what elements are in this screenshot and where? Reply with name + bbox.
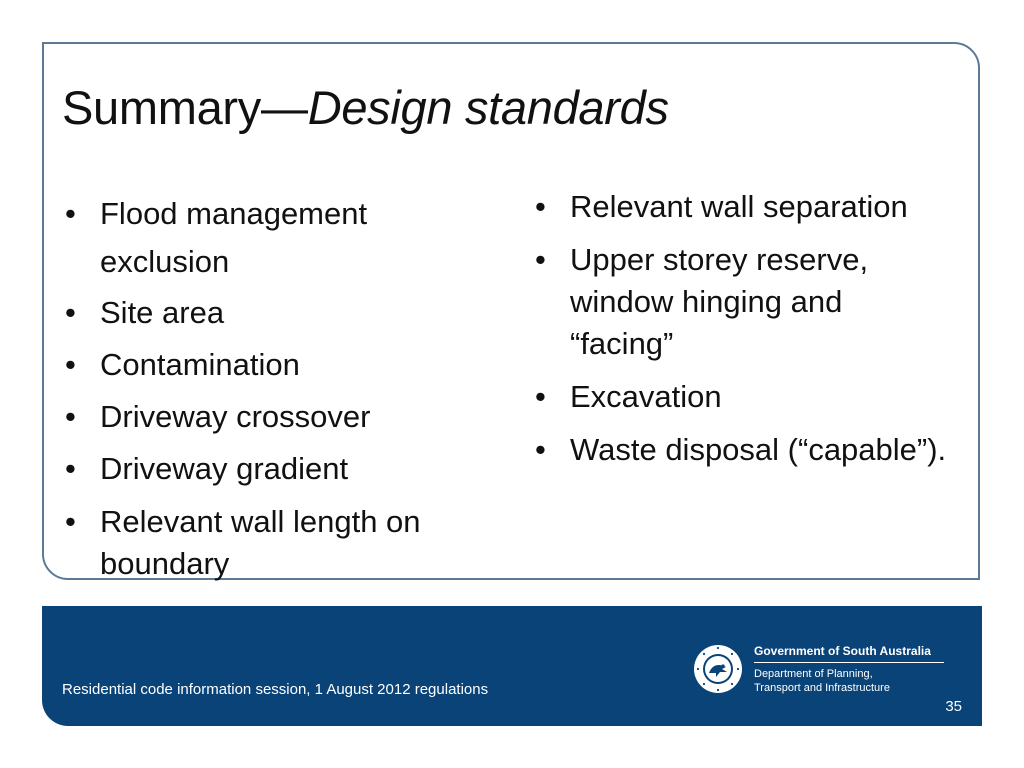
title-main: Summary—: [62, 81, 308, 134]
bullet-text: Driveway gradient: [100, 451, 349, 486]
slide-title: [62, 80, 669, 135]
bullet-text: Relevant wall length on boundary: [100, 504, 421, 581]
government-name: Government of South Australia: [754, 644, 944, 663]
bullet-item: • Site area: [65, 295, 225, 330]
title-italic: Design standards: [307, 81, 669, 134]
bullet-text: Relevant wall separation: [570, 189, 908, 224]
government-branding: [754, 644, 944, 695]
footer-session-text: Residential code information session, 1 August 2012 regulations: [62, 681, 489, 698]
department-line-1: Department of Planning,: [754, 668, 873, 680]
bullet-text: Site area: [100, 295, 225, 330]
bullet-item: • Waste disposal (“capable”).: [535, 432, 947, 467]
bullet-text: Upper storey reserve, window hinging and “facing”: [570, 242, 869, 361]
department-name: [754, 667, 944, 695]
bullet-text: Waste disposal (“capable”).: [570, 432, 947, 467]
bullet-item: • Driveway gradient: [65, 451, 349, 486]
department-line-2: Transport and Infrastructure: [754, 682, 890, 694]
bullet-text: Flood management exclusion: [100, 196, 368, 279]
bullet-item: • Relevant wall length on boundary: [65, 504, 421, 581]
bullet-text: Excavation: [570, 379, 722, 414]
bullet-item: • Flood management exclusion: [65, 196, 368, 279]
page-number: 35: [945, 698, 962, 715]
bullet-text: Driveway crossover: [100, 399, 371, 434]
bullet-item: • Excavation: [535, 379, 722, 414]
bullet-item: • Upper storey reserve, window hinging and “facing”: [535, 242, 869, 361]
right-bullet-list: [532, 186, 952, 482]
bullet-item: • Contamination: [65, 347, 300, 382]
bullet-text: Contamination: [100, 347, 300, 382]
left-bullet-list: [62, 190, 502, 598]
south-australia-piping-shrike-seal-icon: [692, 643, 744, 695]
bullet-item: • Driveway crossover: [65, 399, 371, 434]
bullet-item: • Relevant wall separation: [535, 189, 908, 224]
